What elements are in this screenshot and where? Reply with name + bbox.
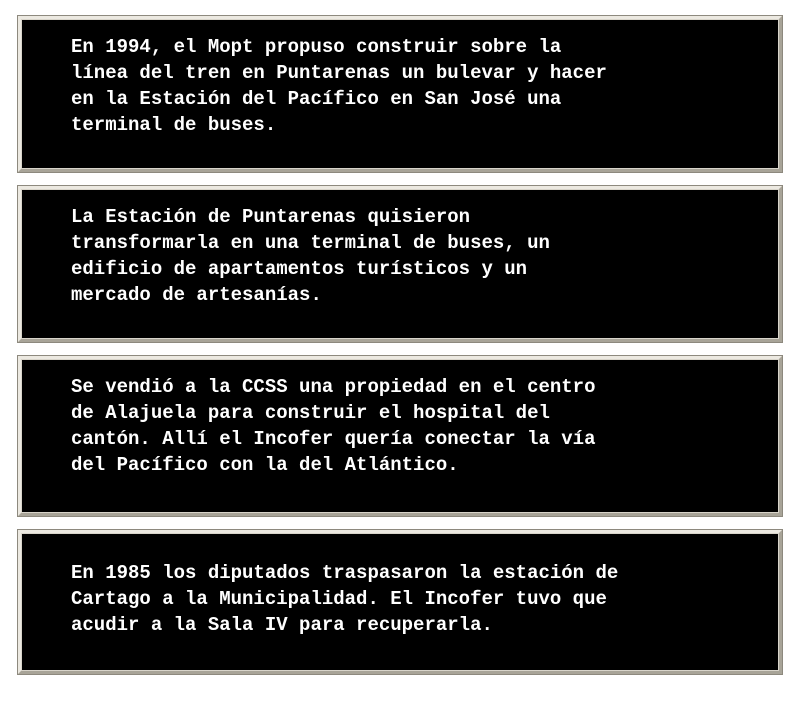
info-card-puntarenas-station — [18, 186, 782, 342]
card-text: La Estación de Puntarenas quisieron transformarla en una terminal de buses, un edificio de apartamentos turísticos y un mercado de artesanías. — [71, 206, 550, 306]
card-text: En 1985 los diputados traspasaron la estación de Cartago a la Municipalidad. El Incofer tuvo que acudir a la Sala IV para recuperarla. — [71, 562, 619, 636]
card-text: Se vendió a la CCSS una propiedad en el centro de Alajuela para construir el hospital del cantón. Allí el Incofer quería conectar la vía del Pacífico con la del Atlántico. — [71, 376, 596, 476]
card-text: En 1994, el Mopt propuso construir sobre la línea del tren en Puntarenas un bulevar y hacer en la Estación del Pacífico en San José una terminal de buses. — [71, 36, 607, 136]
info-card-alajuela-ccss — [18, 356, 782, 516]
info-card-mopt-1994 — [18, 16, 782, 172]
card-list — [18, 16, 782, 688]
info-card-cartago-1985 — [18, 530, 782, 674]
